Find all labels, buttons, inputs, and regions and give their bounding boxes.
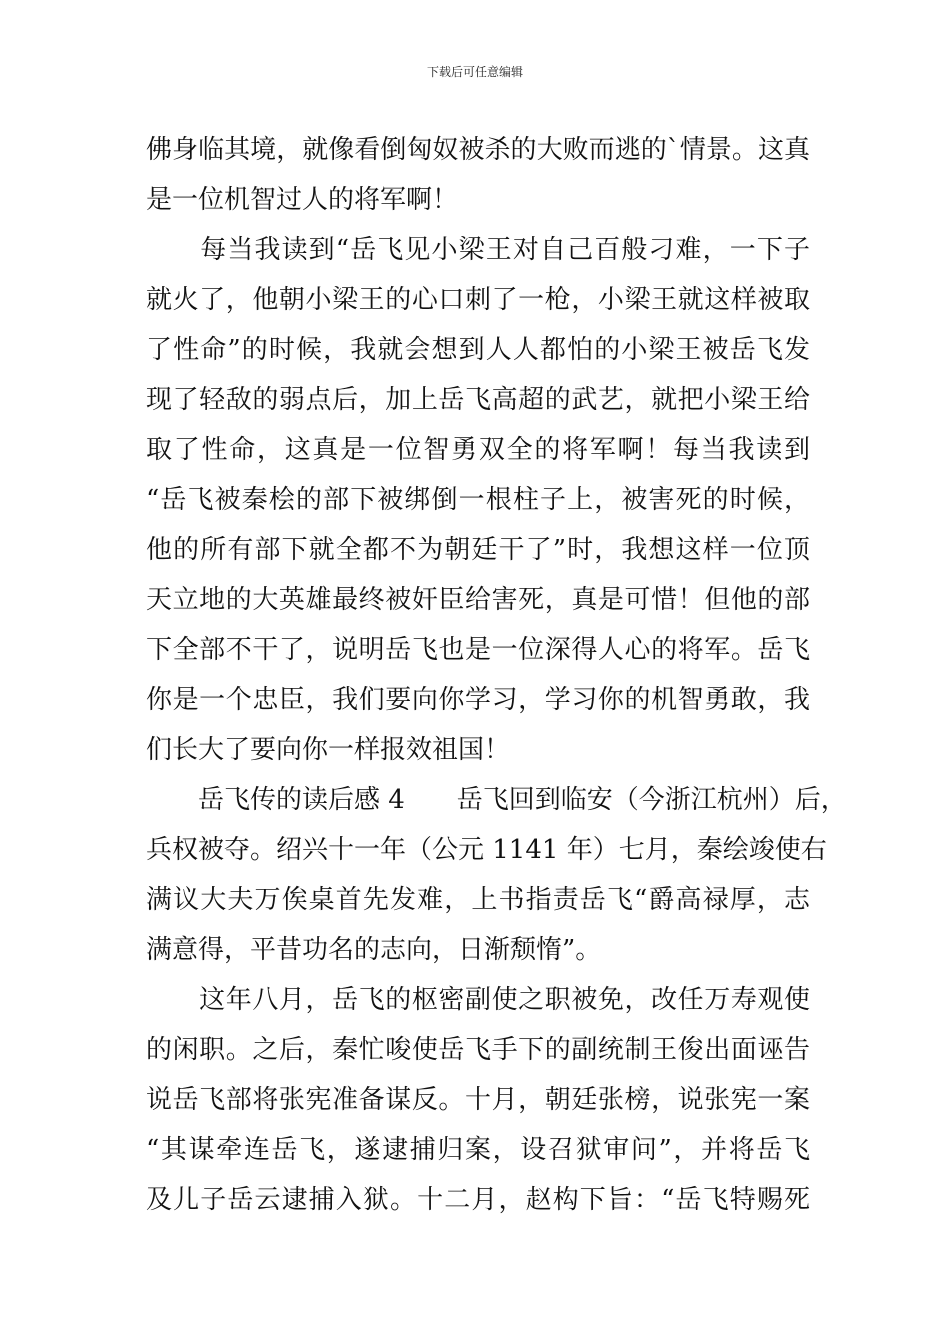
text-line: 兵权被夺。绍兴十一年（公元 1141 年）七月，秦绘竣使右 (146, 835, 827, 865)
text-line: 满意得，平昔功名的志向，日渐颓惰”。 (146, 935, 602, 965)
page-header: 下载后可任意编辑 (426, 65, 523, 79)
text-line: 现了轻敌的弱点后，加上岳飞高超的武艺，就把小梁王给 (146, 385, 810, 415)
text-line: 取了性命，这真是一位智勇双全的将军啊！每当我读到 (146, 435, 810, 465)
text-line: 就火了，他朝小梁王的心口刺了一枪，小梁王就这样被取 (146, 285, 810, 315)
text-line: 你是一个忠臣，我们要向你学习，学习你的机智勇敢，我 (146, 685, 810, 715)
text-line: 佛身临其境，就像看倒匈奴被杀的大败而逃的`情景。这真 (146, 135, 810, 165)
text-line: 的闲职。之后，秦忙唆使岳飞手下的副统制王俊出面诬告 (146, 1035, 810, 1065)
text-line: 们长大了要向你一样报效祖国！ (146, 735, 511, 765)
text-line: 了性命”的时候，我就会想到人人都怕的小梁王被岳飞发 (146, 335, 810, 365)
text-line: “岳飞被秦桧的部下被绑倒一根柱子上，被害死的时候， (146, 485, 810, 515)
text-line: 是一位机智过人的将军啊！ (146, 185, 459, 215)
text-line: 他的所有部下就全都不为朝廷干了”时，我想这样一位顶 (146, 535, 810, 565)
text-line: 下全部不干了，说明岳飞也是一位深得人心的将军。岳飞 (146, 635, 810, 665)
text-line: “其谋牵连岳飞，遂逮捕归案，设召狱审问”，并将岳飞 (146, 1135, 810, 1165)
text-line: 及儿子岳云逮捕入狱。十二月，赵构下旨：“岳飞特赐死 (146, 1185, 810, 1215)
text-line: 这年八月，岳飞的枢密副使之职被免，改任万寿观使 (146, 985, 810, 1015)
text-line: 每当我读到“岳飞见小梁王对自己百般刁难，一下子 (146, 235, 810, 265)
text-line: 岳飞传的读后感 4 岳飞回到临安（今浙江杭州）后， (146, 785, 847, 815)
text-line: 说岳飞部将张宪准备谋反。十月，朝廷张榜，说张宪一案 (146, 1085, 810, 1115)
text-line: 天立地的大英雄最终被奸臣给害死，真是可惜！但他的部 (146, 585, 810, 615)
text-line: 满议大夫万俟桌首先发难，上书指责岳飞“爵高禄厚，志 (146, 885, 810, 915)
